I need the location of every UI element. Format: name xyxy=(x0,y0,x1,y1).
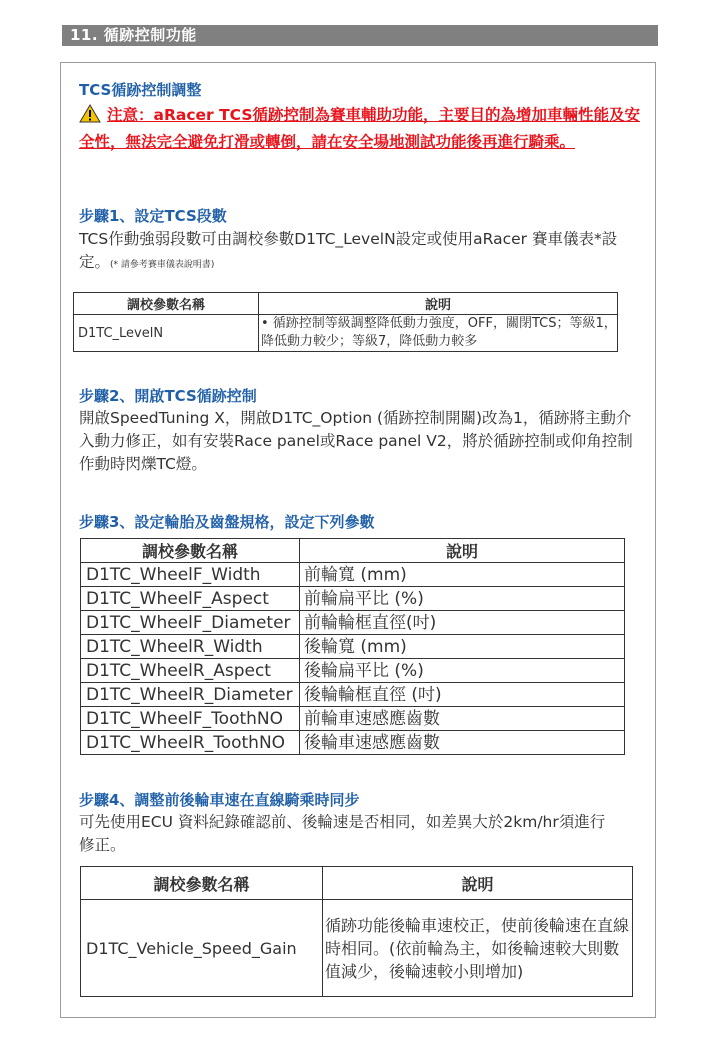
param-name: D1TC_WheelF_Diameter xyxy=(81,611,300,635)
param-desc: 後輪寬 (mm) xyxy=(300,635,625,659)
section-title: 11. 循跡控制功能 xyxy=(70,26,197,44)
table-header-param: 調校參數名稱 xyxy=(81,867,323,900)
table-header-desc: 說明 xyxy=(300,539,625,563)
param-name: D1TC_WheelR_Diameter xyxy=(81,683,300,707)
step1-body: TCS作動強弱段數可由調校參數D1TC_LevelN設定或使用aRacer 賽車儀表*設定。 xyxy=(79,230,618,271)
table-row xyxy=(81,611,625,635)
step1-note: (* 請參考賽車儀表說明書) xyxy=(110,260,215,270)
step1-table xyxy=(73,292,618,352)
table-header-param: 調校參數名稱 xyxy=(81,539,300,563)
table-row xyxy=(81,683,625,707)
param-desc: • 循跡控制等級調整降低動力強度，OFF，關閉TCS；等級1，降低動力較少；等級7，降低動力較多 xyxy=(259,315,618,352)
param-name: D1TC_LevelN xyxy=(74,315,259,352)
step1-title: 步驟1、設定TCS段數 xyxy=(79,207,227,225)
param-desc: 後輪車速感應齒數 xyxy=(300,731,625,755)
table-row xyxy=(81,707,625,731)
table-row xyxy=(81,587,625,611)
section-title-bar xyxy=(62,25,658,46)
step4-text: 可先使用ECU 資料紀錄確認前、後輪速是否相同，如差異大於2km/hr須進行修正。 xyxy=(79,813,606,854)
warning-block xyxy=(79,103,641,154)
param-desc: 前輪寬 (mm) xyxy=(300,563,625,587)
table-row xyxy=(81,659,625,683)
param-desc: 前輪車速感應齒數 xyxy=(300,707,625,731)
step3-table xyxy=(80,538,625,755)
param-name: D1TC_WheelF_Width xyxy=(81,563,300,587)
param-name: D1TC_WheelR_Aspect xyxy=(81,659,300,683)
step4-title: 步驟4、調整前後輪車速在直線騎乘時同步 xyxy=(79,791,360,809)
table-row xyxy=(81,900,633,997)
param-name: D1TC_Vehicle_Speed_Gain xyxy=(81,900,323,997)
table-row xyxy=(81,563,625,587)
table-row xyxy=(74,315,618,352)
step4-table xyxy=(80,866,633,997)
param-desc: 後輪扁平比 (%) xyxy=(300,659,625,683)
table-header-desc: 說明 xyxy=(259,293,618,315)
table-header-row xyxy=(81,867,633,900)
table-header-row xyxy=(74,293,618,315)
step3-title: 步驟3、設定輪胎及齒盤規格，設定下列參數 xyxy=(79,513,375,531)
param-desc: 前輪扁平比 (%) xyxy=(300,587,625,611)
param-desc: 後輪輪框直徑 (吋) xyxy=(300,683,625,707)
param-name: D1TC_WheelR_Width xyxy=(81,635,300,659)
table-row xyxy=(81,731,625,755)
step1-text xyxy=(79,228,639,277)
param-desc: 循跡功能後輪車速校正，使前後輪速在直線時相同。(依前輪為主，如後輪速較大則數值減少，後輪速較小則增加) xyxy=(323,900,633,997)
heading: TCS循跡控制調整 xyxy=(79,81,202,99)
step2-title: 步驟2、開啟TCS循跡控制 xyxy=(79,387,257,405)
param-name: D1TC_WheelF_Aspect xyxy=(81,587,300,611)
table-row xyxy=(81,635,625,659)
param-name: D1TC_WheelF_ToothNO xyxy=(81,707,300,731)
warning-text: 注意：aRacer TCS循跡控制為賽車輔助功能，主要目的為增加車輛性能及安全性，無法完全避免打滑或轉倒，請在安全場地測試功能後再進行騎乘。 xyxy=(79,106,640,151)
param-desc: 前輪輪框直徑(吋) xyxy=(300,611,625,635)
param-name: D1TC_WheelR_ToothNO xyxy=(81,731,300,755)
warning-icon xyxy=(79,104,101,130)
table-header-desc: 說明 xyxy=(323,867,633,900)
step2-text: 開啟SpeedTuning X，開啟D1TC_Option (循跡控制開關)改為1，循跡將主動介入動力修正，如有安裝Race panel或Race panel V2，將於循跡控制或仰角控制作動時閃爍TC燈。 xyxy=(79,409,633,473)
table-header-param: 調校參數名稱 xyxy=(74,293,259,315)
table-header-row xyxy=(81,539,625,563)
